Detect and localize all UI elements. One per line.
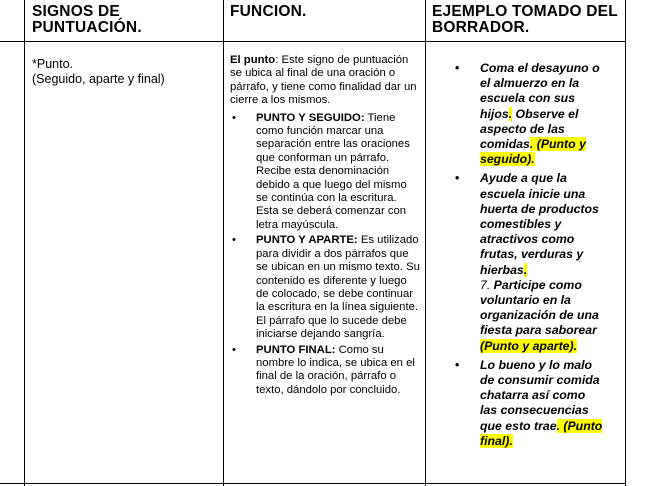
ejemplo-cell bbox=[454, 61, 604, 453]
item-text: Es utilizado para dividir a dos párrafos que se ubican en un mismo texto. Su contenido es diferente y luego de colocado, se debe continuar la escritura en la línea siguiente. El párrafo que lo sucede debe iniciarse dejando sangría. bbox=[256, 234, 420, 341]
item-term: PUNTO FINAL: bbox=[256, 343, 336, 356]
header-funcion: FUNCION. bbox=[230, 3, 307, 20]
list-item bbox=[455, 61, 604, 167]
highlight-tag: . (Punto final). bbox=[480, 418, 603, 448]
column-border-left bbox=[24, 0, 25, 486]
header-row-border bbox=[0, 41, 626, 42]
example-text: Lo bueno y lo malo de consumir comida chatarra así como las consecuencias que esto trae bbox=[480, 357, 600, 433]
list-item bbox=[455, 171, 604, 353]
list-item bbox=[232, 234, 420, 341]
funcion-list bbox=[230, 112, 420, 398]
bullet-icon: • bbox=[232, 343, 236, 356]
list-item bbox=[232, 111, 420, 233]
list-number: 7. bbox=[480, 277, 491, 292]
signo-tipos: (Seguido, aparte y final) bbox=[32, 72, 165, 86]
bullet-icon: • bbox=[455, 61, 460, 75]
item-text: Tiene como función marcar una separación entre las oraciones que conforman un párrafo. Recibe esta denominación debido a que luego del mismo se continúa con la escritura. Esta se deberá comenzar con letra mayúscula. bbox=[256, 111, 410, 231]
funcion-intro bbox=[230, 54, 420, 108]
column-border-1 bbox=[223, 0, 224, 486]
signo-punto: *Punto. bbox=[32, 57, 74, 71]
signos-cell bbox=[32, 57, 165, 87]
bullet-icon: • bbox=[232, 111, 236, 124]
item-term: PUNTO Y APARTE: bbox=[256, 234, 358, 247]
bullet-icon: • bbox=[455, 171, 460, 186]
column-border-2 bbox=[425, 0, 426, 486]
example-text: Ayude a que la escuela inicie una huerta de productos comestibles y atractivos como frutas, verduras y hierbas bbox=[480, 171, 599, 277]
item-term: PUNTO Y SEGUIDO: bbox=[256, 111, 365, 124]
ejemplo-list bbox=[454, 61, 604, 449]
bottom-row-border bbox=[0, 483, 626, 484]
bullet-icon: • bbox=[232, 234, 236, 247]
column-border-right bbox=[625, 0, 626, 486]
header-ejemplo: EJEMPLO TOMADO DEL BORRADOR. bbox=[432, 3, 618, 36]
header-signos: SIGNOS DE PUNTUACIÓN. bbox=[32, 3, 142, 36]
highlight-mark: . bbox=[523, 262, 528, 277]
highlight-tag: . (Punto y seguido). bbox=[480, 137, 586, 167]
example-text: Observe el aspecto de las comidas bbox=[480, 106, 579, 152]
intro-term: El punto bbox=[230, 54, 276, 66]
bullet-icon: • bbox=[455, 357, 460, 372]
example-text: Coma el desayuno o el almuerzo en la escuela con sus hijos bbox=[480, 61, 600, 121]
example-text: Participe como voluntario en la organización de una fiesta para saborear bbox=[480, 277, 599, 338]
list-item bbox=[232, 343, 420, 398]
highlight-tag: (Punto y aparte). bbox=[480, 338, 578, 353]
list-item bbox=[455, 357, 604, 449]
funcion-cell bbox=[230, 54, 420, 399]
item-text: Como su nombre lo indica, se ubica en el final de la oración, párrafo o texto, dándolo por concluido. bbox=[256, 343, 415, 396]
intro-text: : Este signo de puntuación se ubica al final de una oración o párrafo, y tiene como finalidad dar un cierre a los mismos. bbox=[230, 54, 417, 107]
highlight-mark: . bbox=[508, 106, 513, 121]
